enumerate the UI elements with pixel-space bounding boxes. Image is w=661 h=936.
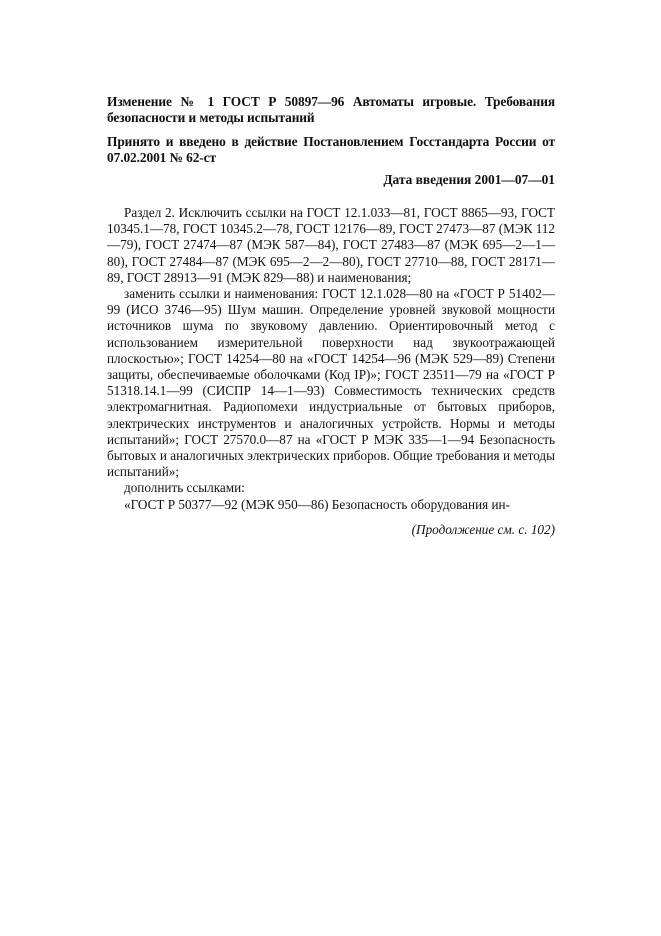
amendment-title: Изменение № 1 ГОСТ Р 50897—96 Автоматы игровые. Требования безопасности и методы испытаний <box>107 94 555 125</box>
amendment-body <box>107 205 555 513</box>
continuation-note: (Продолжение см. с. 102) <box>411 521 555 537</box>
paragraph-add-references-intro: дополнить ссылками: <box>124 480 245 496</box>
paragraph-exclude-references: Раздел 2. Исключить ссылки на ГОСТ 12.1.033—81, ГОСТ 8865—93, ГОСТ 10345.1—78, ГОСТ 10345.2—78, ГОСТ 12176—89, ГОСТ 27473—87 (МЭК 112—79), ГОСТ 27474—87 (МЭК 587—84), ГОСТ 27483—87 (МЭК 695—2—1—80), ГОСТ 27484—87 (МЭК 695—2—2—80), ГОСТ 27710—88, ГОСТ 28171—89, ГОСТ 28913—91 (МЭК 829—88) и наименования; <box>107 205 555 285</box>
paragraph-added-reference: «ГОСТ Р 50377—92 (МЭК 950—86) Безопасность оборудования ин- <box>124 496 511 512</box>
adoption-statement: Принято и введено в действие Постановлением Госстандарта России от 07.02.2001 № 62-ст <box>107 134 555 165</box>
document-page <box>107 94 555 538</box>
paragraph-replace-references: заменить ссылки и наименования: ГОСТ 12.1.028—80 на «ГОСТ Р 51402—99 (ИСО 3746—95) Шум машин. Определение уровней звуковой мощности источников шума по звуковому давлению. Ориентировочный метод с использованием измерительной поверхности над звукоотражающей плоскостью»; ГОСТ 14254—80 на «ГОСТ 14254—96 (МЭК 529—89) Степени защиты, обеспечиваемые оболочками (Код IP)»; ГОСТ 23511—79 на «ГОСТ Р 51318.14.1—99 (СИСПР 14—1—93) Совместимость технических средств электромагнитная. Радиопомехи индустриальные от бытовых приборов, электрических инструментов и аналогичных устройств. Нормы и методы испытаний»; ГОСТ 27570.0—87 на «ГОСТ Р МЭК 335—1—94 Безопасность бытовых и аналогичных электрических приборов. Общие требования и методы испытаний»; <box>107 286 555 480</box>
effective-date: Дата введения 2001—07—01 <box>383 172 555 187</box>
